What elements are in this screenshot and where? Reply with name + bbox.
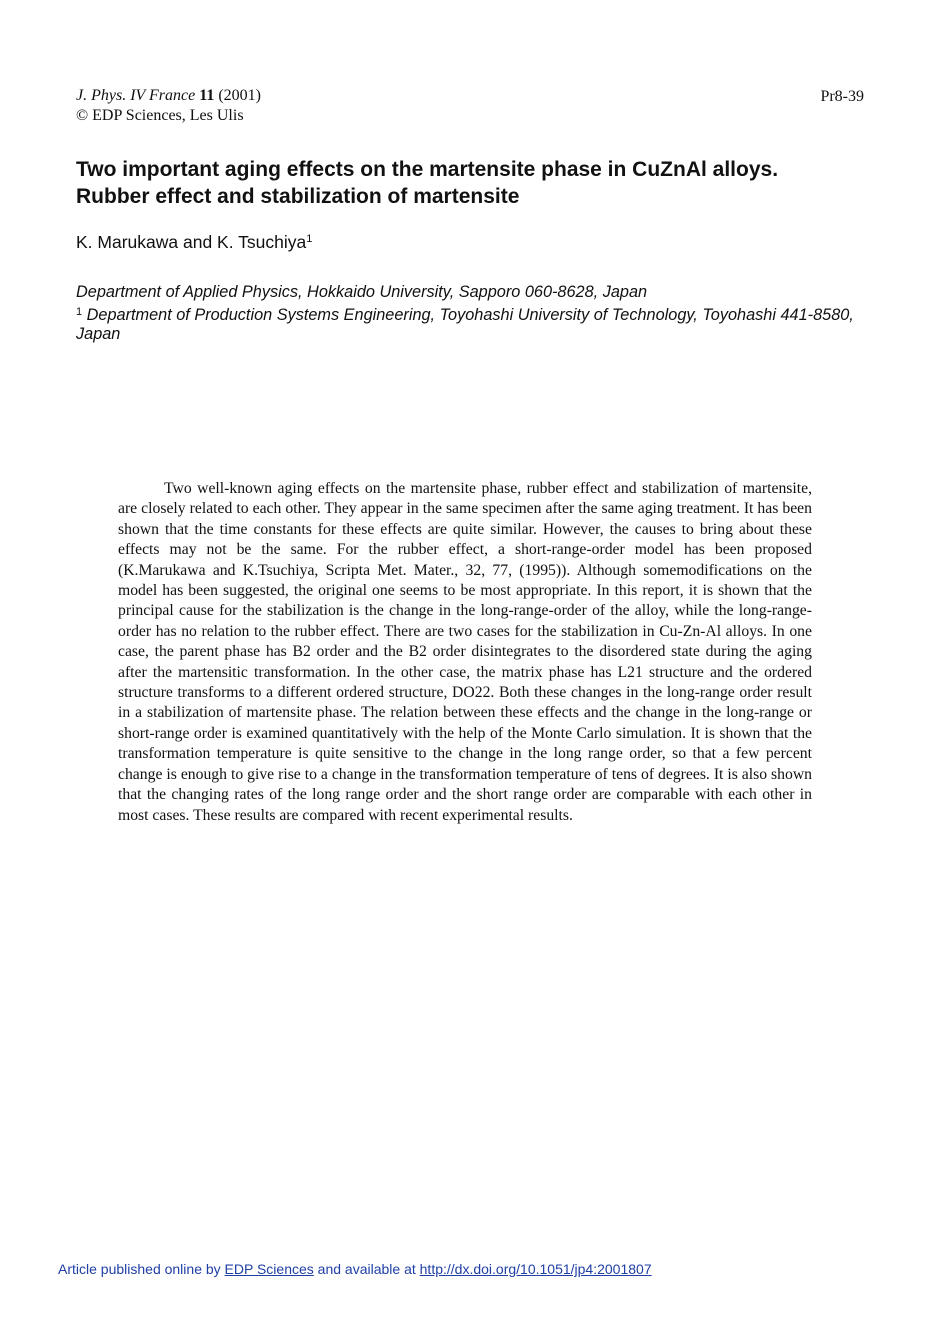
affiliation-2-mark: 1 (76, 305, 83, 318)
citation-line (76, 86, 261, 106)
author-affiliation-mark: 1 (306, 233, 313, 245)
affiliations (76, 283, 856, 345)
paper-title: Two important aging effects on the martensite phase in CuZnAl alloys. Rubber effect and stabilization of martensite (76, 158, 779, 208)
journal-volume: 11 (199, 87, 215, 104)
journal-name: J. Phys. IV France (76, 87, 196, 104)
publication-footer (58, 1261, 652, 1277)
affiliation-1: Department of Applied Physics, Hokkaido University, Sapporo 060-8628, Japan (76, 283, 648, 301)
affiliation-2-text: Department of Production Systems Engineering, Toyohashi University of Technology, Toyohashi 441-8580, Japan (76, 305, 854, 343)
journal-year: (2001) (218, 87, 261, 104)
abstract-text: Two well-known aging effects on the martensite phase, rubber effect and stabilization of martensite, are closely related to each other. They appear in the same specimen after the same aging treatment. It has been shown that the time constants for these effects are quite similar. However, the causes to bring about these effects may not be the same. For the rubber effect, a short-range-order model has been proposed (K.Marukawa and K.Tsuchiya, Scripta Met. Mater., 32, 77, (1995)). Although somemodifications on the model has been suggested, the original one seems to be most appropriate. In this report, it is shown that the principal cause for the stabilization is the change in the long-range-order of the alloy, while the long-range-order has no relation to the rubber effect. There are two cases for the stabilization in Cu-Zn-Al alloys. In one case, the parent phase has B2 order and the B2 order disintegrates to the disordered state during the aging after the martensitic transformation. In the other case, the matrix phase has L21 structure and the ordered structure transforms to a different ordered structure, DO22. Both these changes in the long-range order result in a stabilization of martensite phase. The relation between these effects and the change in the long-range or short-range order is examined quantitatively with the help of the Monte Carlo simulation. It is shown that the transformation temperature is quite sensitive to the change in the long range order, so that a few percent change is enough to give rise to a change in the transformation temperature of tens of degrees. It is also shown that the changing rates of the long range order and the short range order are comparable with each other in most cases. These results are compared with recent experimental results. (118, 480, 812, 824)
author-names: K. Marukawa and K. Tsuchiya (76, 232, 307, 252)
footer-middle: and available at (317, 1261, 416, 1277)
footer-prefix: Article published online by (58, 1261, 221, 1277)
author-list (76, 232, 312, 253)
doi-link[interactable]: http://dx.doi.org/10.1051/jp4:2001807 (419, 1261, 652, 1277)
journal-header (76, 86, 261, 126)
edp-sciences-link[interactable]: EDP Sciences (224, 1261, 314, 1277)
publisher-line: © EDP Sciences, Les Ulis (76, 107, 244, 124)
page-number: Pr8-39 (820, 88, 864, 105)
affiliation-2 (76, 303, 856, 345)
